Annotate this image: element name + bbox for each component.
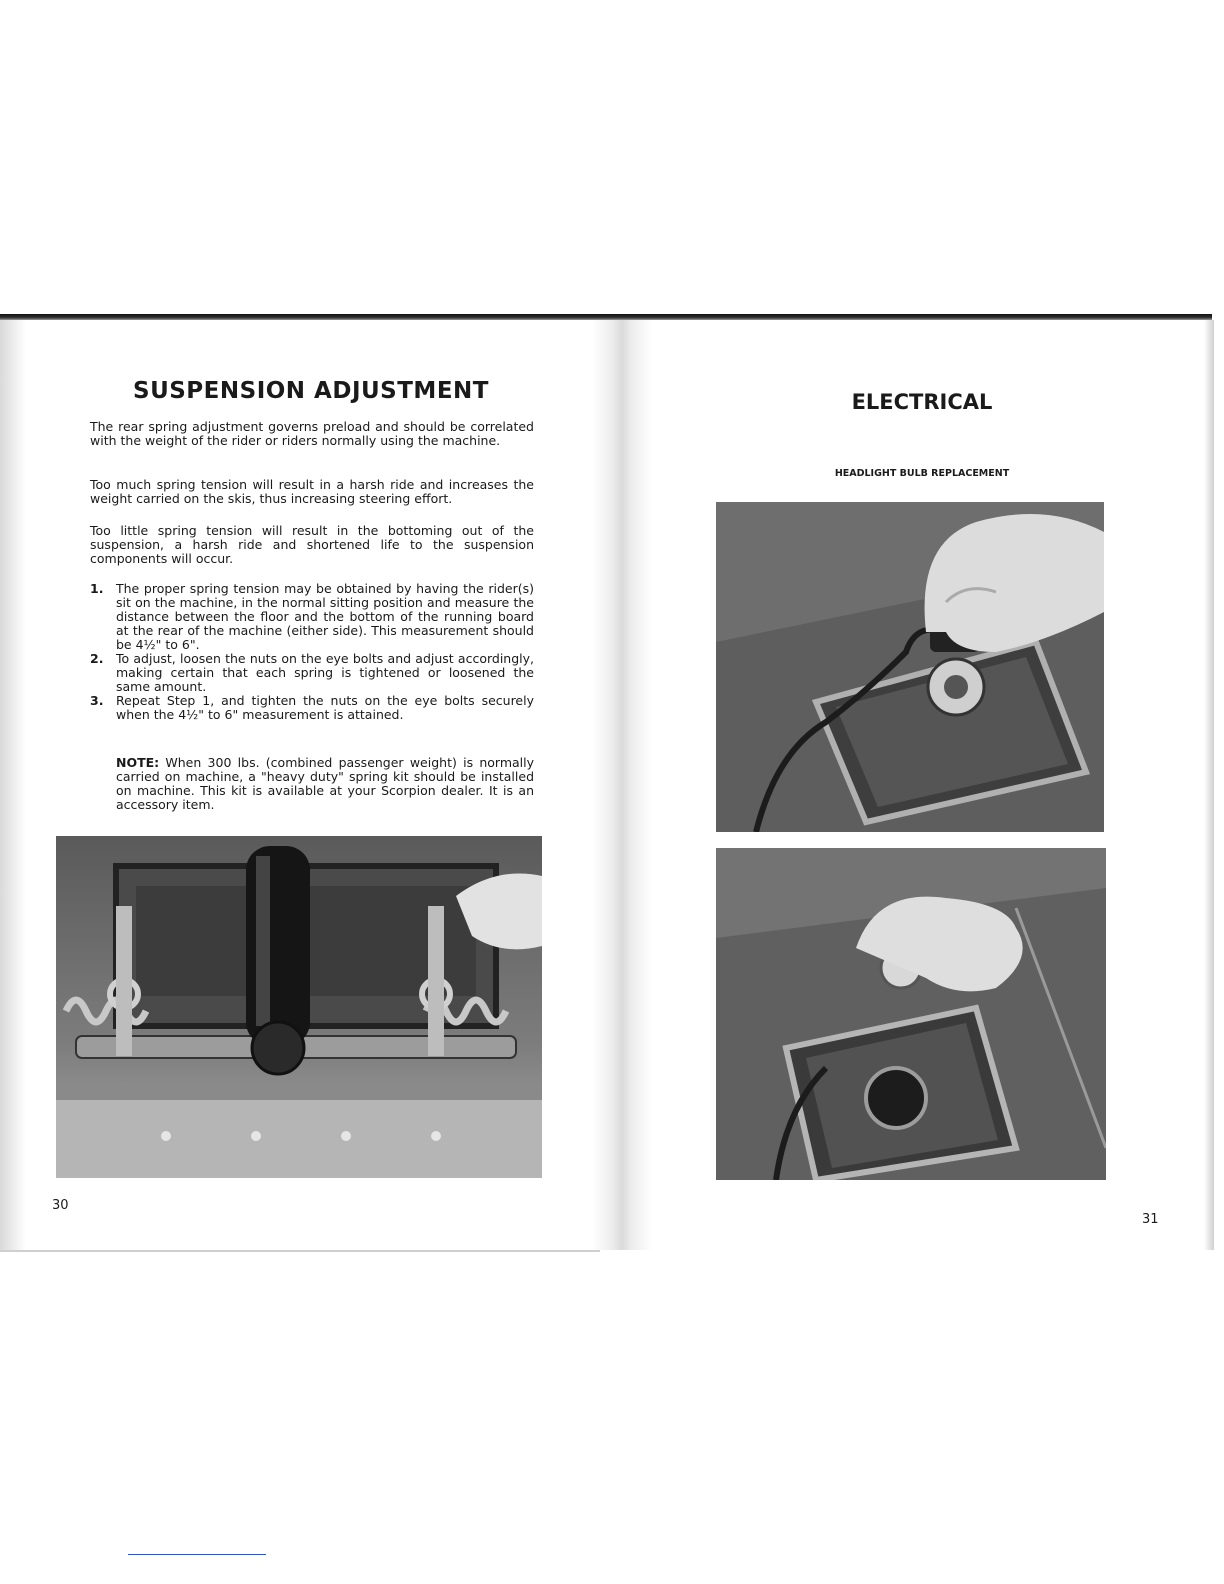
step-text: The proper spring tension may be obtained by having the rider(s) sit on the machine, in the normal sitting position and measure the distance between the floor and the bottom of the running board at the rear of the machine (either side). This measurement should be 4½" to 6". <box>116 581 534 652</box>
page-number: 31 <box>1142 1212 1159 1227</box>
step-text: Repeat Step 1, and tighten the nuts on the eye bolts securely when the 4½" to 6" measurement is attained. <box>116 693 534 722</box>
headlight-socket-photo <box>716 502 1104 832</box>
note-text: When 300 lbs. (combined passenger weight) is normally carried on machine, a "heavy duty" spring kit should be installed on machine. This kit is available at your Scorpion dealer. It is an accessory item. <box>116 755 534 812</box>
note-label: NOTE: <box>116 755 160 770</box>
step-text: To adjust, loosen the nuts on the eye bolts and adjust accordingly, making certain that each spring is tightened or loosened the same amount. <box>116 651 534 694</box>
paragraph-preload: The rear spring adjustment governs preload and should be correlated with the weight of the rider or riders normally using the machine. <box>90 419 534 448</box>
right-page <box>612 314 1212 1254</box>
left-page <box>0 314 600 1254</box>
page-number: 30 <box>52 1198 69 1213</box>
page-title: SUSPENSION ADJUSTMENT <box>133 378 489 404</box>
step-item <box>90 582 534 652</box>
section-subtitle: HEADLIGHT BULB REPLACEMENT <box>834 468 1010 479</box>
headlight-socket-illustration <box>716 502 1104 832</box>
footer-rule <box>128 1554 266 1555</box>
page-title: ELECTRICAL <box>851 390 993 414</box>
headlight-bulb-illustration <box>716 848 1106 1180</box>
rear-suspension-illustration <box>56 836 542 1178</box>
manual-spread <box>0 314 1220 1254</box>
paragraph-too-little-tension: Too little spring tension will result in the bottoming out of the suspension, a harsh ride and shortened life to the suspension components will occur. <box>90 523 534 566</box>
rear-suspension-photo <box>56 836 542 1178</box>
adjustment-steps <box>90 582 534 722</box>
note-paragraph <box>116 756 534 812</box>
step-item <box>90 694 534 722</box>
headlight-bulb-photo <box>716 848 1106 1180</box>
step-item <box>90 652 534 694</box>
step-number: 2. <box>90 651 104 666</box>
step-number: 3. <box>90 693 104 708</box>
paragraph-too-much-tension: Too much spring tension will result in a harsh ride and increases the weight carried on the skis, thus increasing steering effort. <box>90 477 534 506</box>
step-number: 1. <box>90 581 104 596</box>
